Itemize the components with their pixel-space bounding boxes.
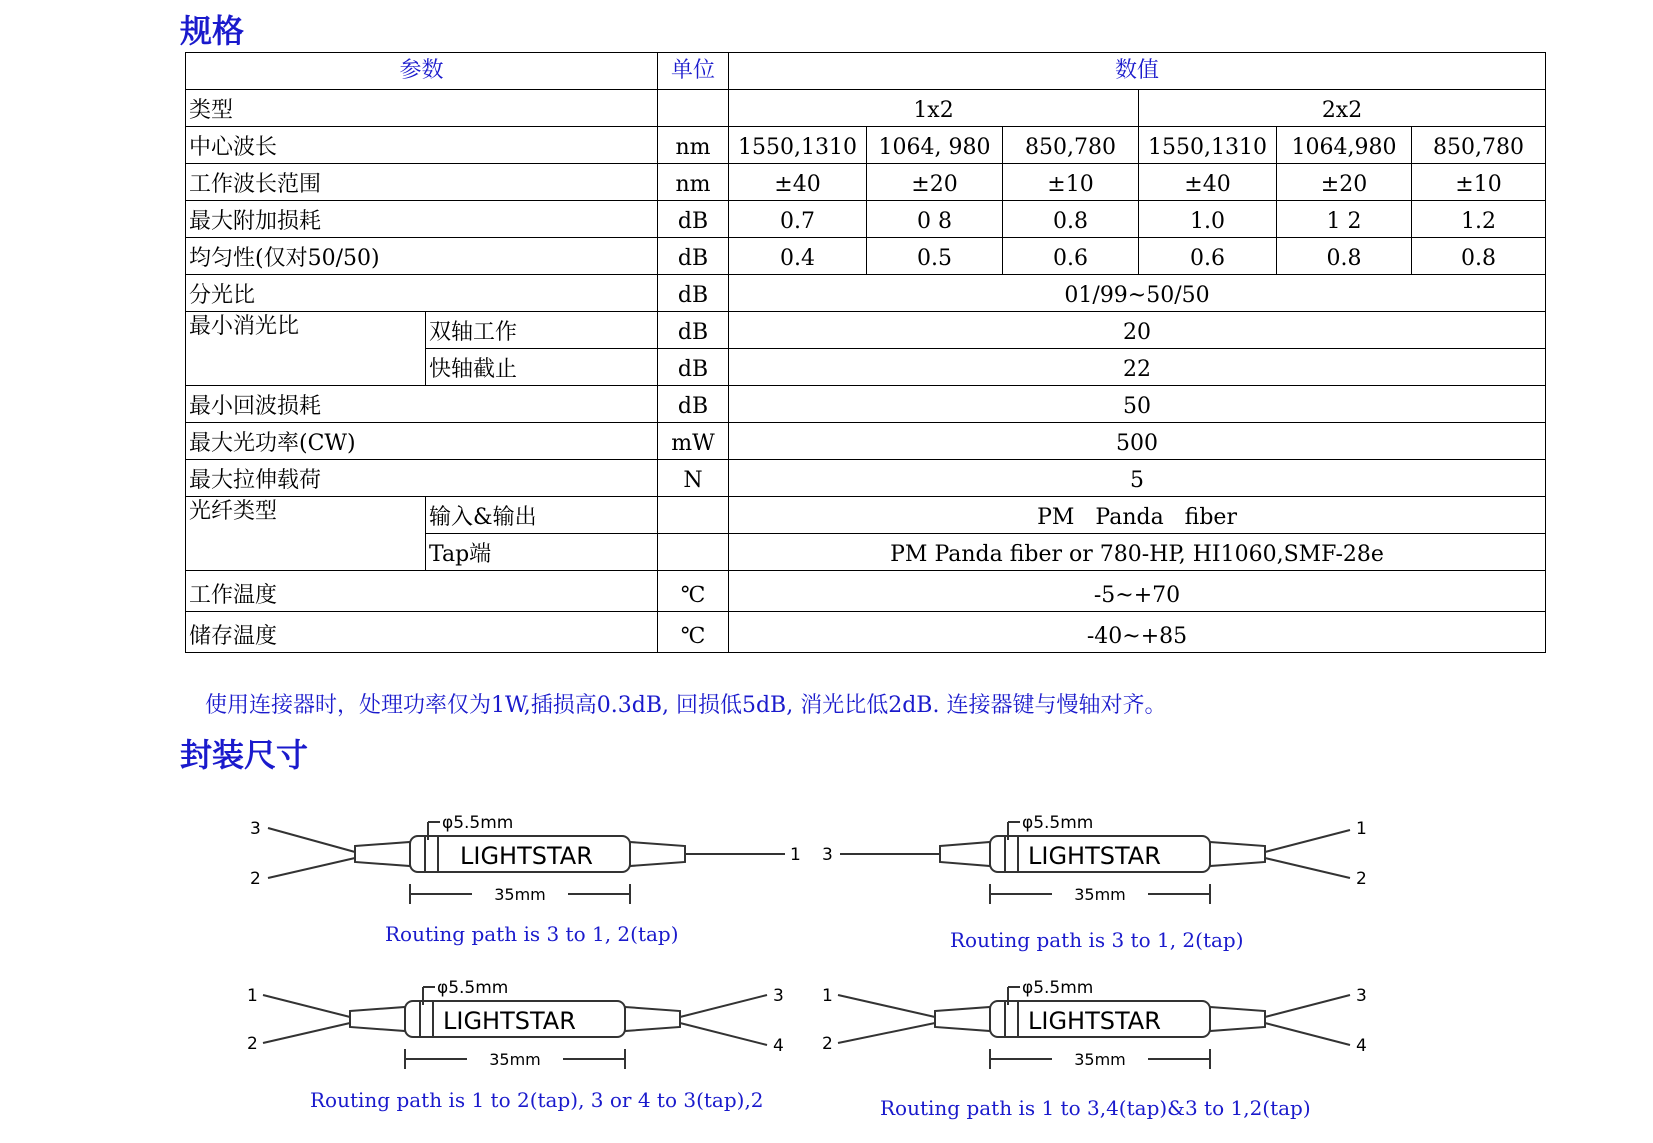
table-row (186, 201, 1546, 238)
diagram-caption-3: Routing path is 1 to 2(tap), 3 or 4 to 3(tap),2 (310, 1088, 764, 1112)
table-row (186, 164, 1546, 201)
unit-cell: nm (658, 127, 729, 164)
port-label: 3 (250, 819, 261, 839)
row-label: 类型 (186, 90, 658, 127)
coupler-diagram-2 (820, 800, 1380, 920)
unit-cell: N (658, 460, 729, 497)
value-cell: 0.8 (1412, 238, 1546, 275)
port-label: 3 (822, 845, 833, 865)
header-unit: 单位 (658, 53, 729, 90)
row-label: 最小回波损耗 (186, 386, 658, 423)
row-label: 均匀性(仅对50/50) (186, 238, 658, 275)
value-cell: PM Panda fiber or 780-HP, HI1060,SMF-28e (729, 534, 1546, 571)
value-cell: 0.6 (1139, 238, 1277, 275)
value-cell: ±40 (729, 164, 867, 201)
sub-label: 输入&输出 (426, 497, 658, 534)
diameter-label: φ5.5mm (442, 813, 514, 833)
port-label: 4 (773, 1036, 784, 1056)
unit-cell (658, 497, 729, 534)
port-label: 1 (790, 845, 801, 865)
table-row (186, 127, 1546, 164)
value-cell: 20 (729, 312, 1546, 349)
length-label: 35mm (494, 885, 546, 904)
value-cell: ±10 (1412, 164, 1546, 201)
port-label: 1 (822, 986, 833, 1006)
port-label: 4 (1356, 1036, 1367, 1056)
value-cell: 0.8 (1003, 201, 1139, 238)
value-cell: 850,780 (1003, 127, 1139, 164)
row-label: 工作波长范围 (186, 164, 658, 201)
table-row (186, 497, 1546, 534)
length-label: 35mm (489, 1050, 541, 1069)
diagram-caption-1: Routing path is 3 to 1, 2(tap) (385, 922, 679, 946)
value-cell: 500 (729, 423, 1546, 460)
unit-cell: ℃ (658, 571, 729, 612)
diameter-label: φ5.5mm (1022, 978, 1094, 998)
package-heading: 封装尺寸 (180, 736, 309, 774)
unit-cell: dB (658, 386, 729, 423)
port-label: 3 (1356, 986, 1367, 1006)
value-cell: 0.6 (1003, 238, 1139, 275)
coupler-diagram-4 (820, 965, 1380, 1085)
unit-cell: mW (658, 423, 729, 460)
diagram-caption-4: Routing path is 1 to 3,4(tap)&3 to 1,2(tap) (880, 1096, 1311, 1120)
unit-cell: dB (658, 201, 729, 238)
row-label: 最小消光比 (186, 312, 426, 386)
port-label: 2 (822, 1034, 833, 1054)
unit-cell: nm (658, 164, 729, 201)
group-1x2: 1x2 (729, 90, 1139, 127)
brand-label: LIGHTSTAR (443, 1007, 576, 1035)
value-cell: -5~+70 (729, 571, 1546, 612)
value-cell: 5 (729, 460, 1546, 497)
unit-cell: dB (658, 312, 729, 349)
coupler-diagram-1 (250, 800, 810, 920)
port-label: 3 (773, 986, 784, 1006)
value-cell: 1.2 (1412, 201, 1546, 238)
row-label: 光纤类型 (186, 497, 426, 571)
row-label: 储存温度 (186, 612, 658, 653)
value-cell: ±40 (1139, 164, 1277, 201)
value-cell: 1064, 980 (867, 127, 1003, 164)
value-cell: 0.7 (729, 201, 867, 238)
table-row (186, 460, 1546, 497)
value-cell: 1.0 (1139, 201, 1277, 238)
row-label: 最大拉伸载荷 (186, 460, 658, 497)
type-row (186, 90, 1546, 127)
table-row (186, 386, 1546, 423)
value-cell: 22 (729, 349, 1546, 386)
value-cell: 1550,1310 (1139, 127, 1277, 164)
unit-cell: dB (658, 349, 729, 386)
row-label: 分光比 (186, 275, 658, 312)
sub-label: 双轴工作 (426, 312, 658, 349)
spec-table (185, 52, 1546, 653)
diameter-label: φ5.5mm (1022, 813, 1094, 833)
brand-label: LIGHTSTAR (460, 842, 593, 870)
table-row (186, 275, 1546, 312)
port-label: 2 (1356, 869, 1367, 889)
brand-label: LIGHTSTAR (1028, 842, 1161, 870)
length-label: 35mm (1074, 885, 1126, 904)
connector-note: 使用连接器时，处理功率仅为1W,插损高0.3dB, 回损低5dB, 消光比低2dB. 连接器键与慢轴对齐。 (205, 693, 1167, 718)
value-cell: -40~+85 (729, 612, 1546, 653)
header-value: 数值 (729, 53, 1546, 90)
unit-cell (658, 90, 729, 127)
value-cell: 0.5 (867, 238, 1003, 275)
table-row (186, 571, 1546, 612)
unit-cell: dB (658, 275, 729, 312)
value-cell: 1550,1310 (729, 127, 867, 164)
value-cell: 1 2 (1277, 201, 1412, 238)
unit-cell (658, 534, 729, 571)
table-row (186, 612, 1546, 653)
port-label: 2 (250, 869, 261, 889)
unit-cell: dB (658, 238, 729, 275)
port-label: 2 (247, 1034, 258, 1054)
value-cell: 850,780 (1412, 127, 1546, 164)
value-cell: ±10 (1003, 164, 1139, 201)
value-cell: ±20 (1277, 164, 1412, 201)
diameter-label: φ5.5mm (437, 978, 509, 998)
sub-label: Tap端 (426, 534, 658, 571)
header-param: 参数 (186, 53, 658, 90)
row-label: 最大光功率(CW) (186, 423, 658, 460)
group-2x2: 2x2 (1139, 90, 1546, 127)
sub-label: 快轴截止 (426, 349, 658, 386)
port-label: 1 (1356, 819, 1367, 839)
table-row (186, 238, 1546, 275)
brand-label: LIGHTSTAR (1028, 1007, 1161, 1035)
table-row (186, 423, 1546, 460)
value-cell: 1064,980 (1277, 127, 1412, 164)
value-cell: 01/99~50/50 (729, 275, 1546, 312)
diagram-caption-2: Routing path is 3 to 1, 2(tap) (950, 928, 1244, 952)
coupler-diagram-3 (245, 965, 805, 1085)
spec-heading: 规格 (180, 12, 245, 50)
value-cell: ±20 (867, 164, 1003, 201)
row-label: 工作温度 (186, 571, 658, 612)
value-cell: 0.4 (729, 238, 867, 275)
table-row (186, 312, 1546, 349)
length-label: 35mm (1074, 1050, 1126, 1069)
unit-cell: ℃ (658, 612, 729, 653)
value-cell: 50 (729, 386, 1546, 423)
row-label: 中心波长 (186, 127, 658, 164)
port-label: 1 (247, 986, 258, 1006)
value-cell: PM Panda fiber (729, 497, 1546, 534)
value-cell: 0.8 (1277, 238, 1412, 275)
value-cell: 0 8 (867, 201, 1003, 238)
row-label: 最大附加损耗 (186, 201, 658, 238)
header-row (186, 53, 1546, 90)
